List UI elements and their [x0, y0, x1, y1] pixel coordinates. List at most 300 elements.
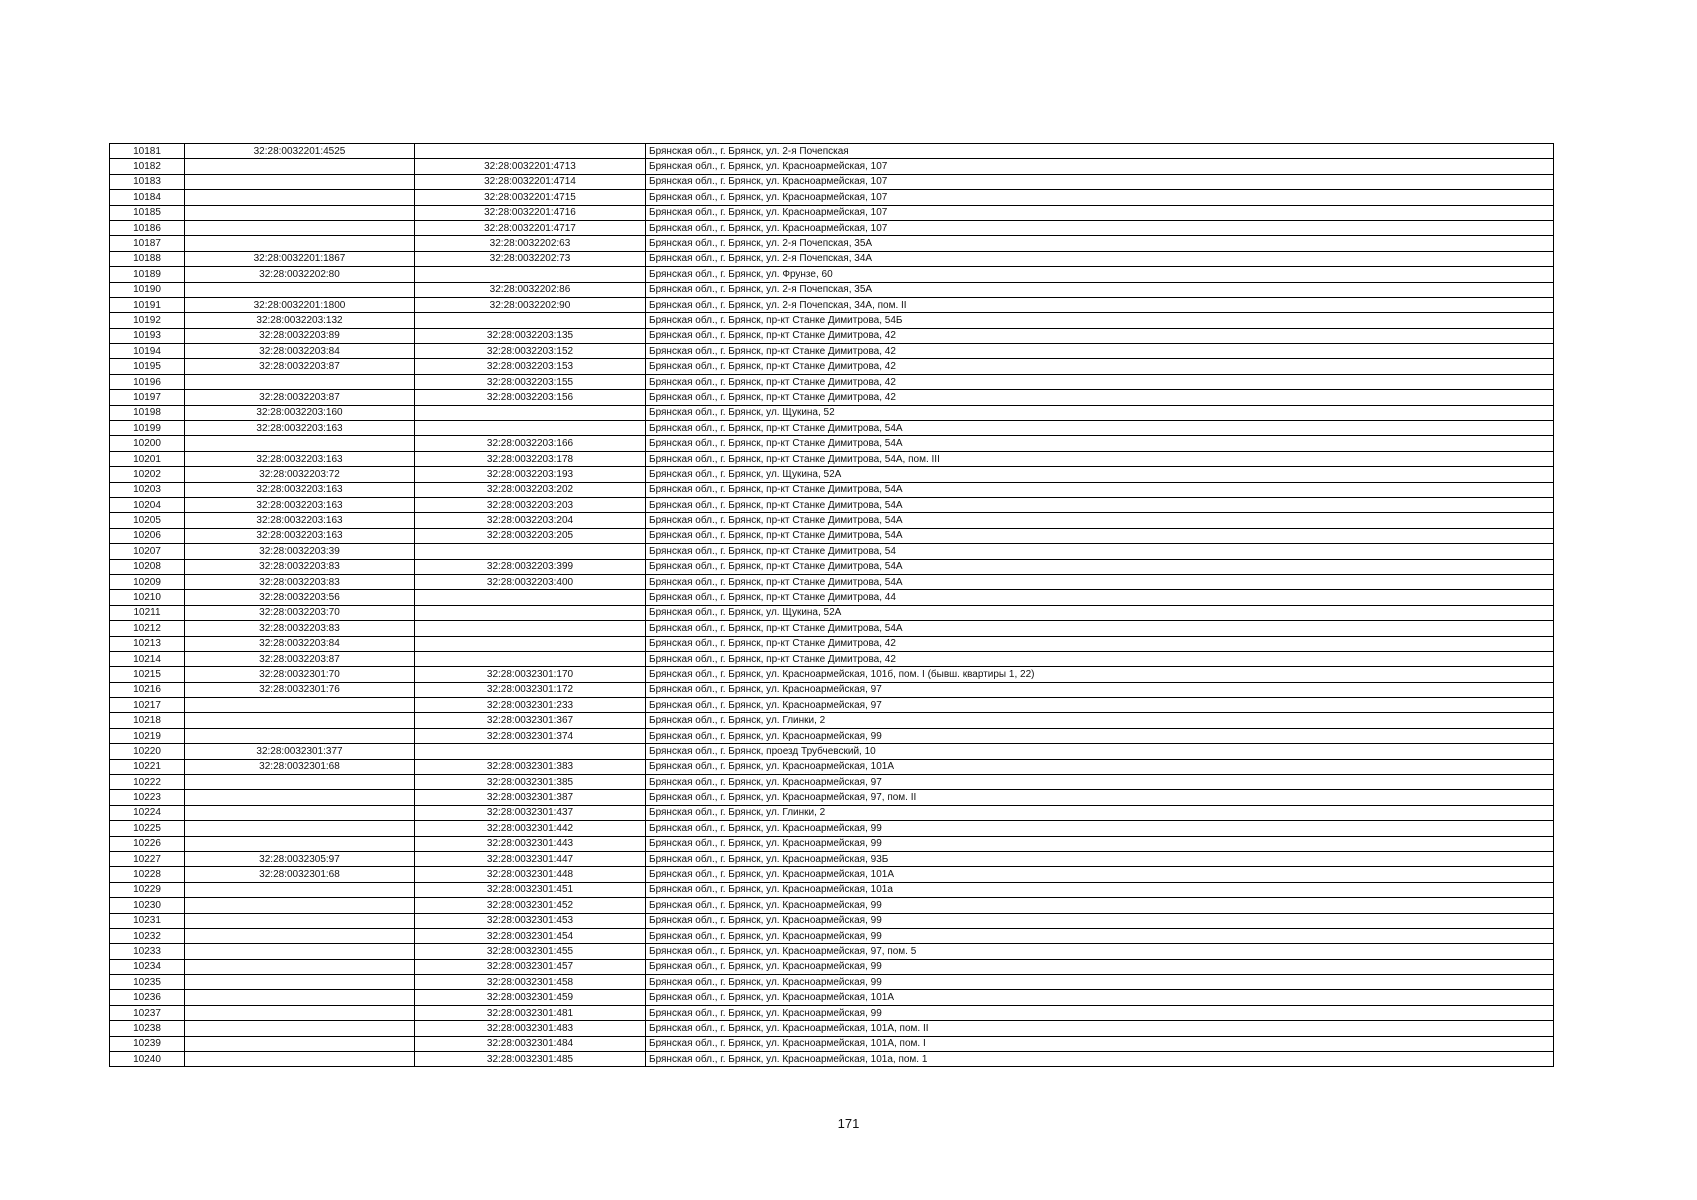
object-cadastral-number-cell — [415, 636, 646, 651]
object-cadastral-number-cell: 32:28:0032301:455 — [415, 944, 646, 959]
row-number-cell: 10194 — [110, 344, 185, 359]
row-number-cell: 10198 — [110, 405, 185, 420]
address-cell: Брянская обл., г. Брянск, ул. Глинки, 2 — [646, 805, 1554, 820]
address-cell: Брянская обл., г. Брянск, ул. Красноармейская, 99 — [646, 913, 1554, 928]
object-cadastral-number-cell: 32:28:0032301:367 — [415, 713, 646, 728]
cadastral-number-cell: 32:28:0032203:163 — [185, 528, 415, 543]
table-row — [110, 559, 1554, 574]
table-row — [110, 205, 1554, 220]
address-cell: Брянская обл., г. Брянск, пр-кт Станке Димитрова, 54А — [646, 513, 1554, 528]
object-cadastral-number-cell — [415, 544, 646, 559]
object-cadastral-number-cell: 32:28:0032301:481 — [415, 1005, 646, 1020]
object-cadastral-number-cell: 32:28:0032301:483 — [415, 1021, 646, 1036]
object-cadastral-number-cell: 32:28:0032201:4714 — [415, 174, 646, 189]
address-cell: Брянская обл., г. Брянск, ул. Красноармейская, 101А — [646, 759, 1554, 774]
object-cadastral-number-cell: 32:28:0032301:457 — [415, 959, 646, 974]
object-cadastral-number-cell: 32:28:0032301:451 — [415, 882, 646, 897]
cadastral-number-cell: 32:28:0032203:132 — [185, 313, 415, 328]
table-row — [110, 159, 1554, 174]
table-row — [110, 482, 1554, 497]
row-number-cell: 10235 — [110, 975, 185, 990]
row-number-cell: 10203 — [110, 482, 185, 497]
table-row — [110, 1052, 1554, 1067]
object-cadastral-number-cell: 32:28:0032201:4717 — [415, 220, 646, 235]
address-cell: Брянская обл., г. Брянск, ул. Красноармейская, 107 — [646, 190, 1554, 205]
object-cadastral-number-cell: 32:28:0032203:153 — [415, 359, 646, 374]
address-cell: Брянская обл., г. Брянск, пр-кт Станке Димитрова, 42 — [646, 328, 1554, 343]
cadastral-number-cell — [185, 190, 415, 205]
table-row — [110, 236, 1554, 251]
table-row — [110, 297, 1554, 312]
cadastral-number-cell — [185, 205, 415, 220]
object-cadastral-number-cell — [415, 405, 646, 420]
table-row — [110, 144, 1554, 159]
cadastral-number-cell: 32:28:0032301:76 — [185, 682, 415, 697]
address-cell: Брянская обл., г. Брянск, ул. Красноармейская, 99 — [646, 959, 1554, 974]
object-cadastral-number-cell: 32:28:0032202:90 — [415, 297, 646, 312]
address-cell: Брянская обл., г. Брянск, пр-кт Станке Димитрова, 54А — [646, 436, 1554, 451]
row-number-cell: 10183 — [110, 174, 185, 189]
cadastral-number-cell — [185, 436, 415, 451]
table-body — [110, 144, 1554, 1067]
table-row — [110, 651, 1554, 666]
address-cell: Брянская обл., г. Брянск, пр-кт Станке Димитрова, 54А — [646, 528, 1554, 543]
table-row — [110, 928, 1554, 943]
table-row — [110, 1036, 1554, 1051]
table-row — [110, 390, 1554, 405]
object-cadastral-number-cell: 32:28:0032301:442 — [415, 821, 646, 836]
address-cell: Брянская обл., г. Брянск, ул. Красноармейская, 97, пом. 5 — [646, 944, 1554, 959]
object-cadastral-number-cell: 32:28:0032201:4716 — [415, 205, 646, 220]
address-cell: Брянская обл., г. Брянск, ул. 2-я Почепская, 34А, пом. II — [646, 297, 1554, 312]
table-row — [110, 867, 1554, 882]
cadastral-number-cell: 32:28:0032203:83 — [185, 559, 415, 574]
object-cadastral-number-cell — [415, 590, 646, 605]
table-row — [110, 220, 1554, 235]
row-number-cell: 10200 — [110, 436, 185, 451]
table-row — [110, 436, 1554, 451]
object-cadastral-number-cell: 32:28:0032203:400 — [415, 574, 646, 589]
row-number-cell: 10233 — [110, 944, 185, 959]
address-cell: Брянская обл., г. Брянск, ул. Красноармейская, 99 — [646, 1005, 1554, 1020]
table-row — [110, 959, 1554, 974]
cadastral-number-cell: 32:28:0032301:70 — [185, 667, 415, 682]
address-cell: Брянская обл., г. Брянск, ул. Красноармейская, 97, пом. II — [646, 790, 1554, 805]
address-cell: Брянская обл., г. Брянск, ул. Красноармейская, 93Б — [646, 851, 1554, 866]
row-number-cell: 10190 — [110, 282, 185, 297]
object-cadastral-number-cell: 32:28:0032203:156 — [415, 390, 646, 405]
address-cell: Брянская обл., г. Брянск, пр-кт Станке Димитрова, 54А, пом. III — [646, 451, 1554, 466]
cadastral-number-cell: 32:28:0032203:160 — [185, 405, 415, 420]
row-number-cell: 10226 — [110, 836, 185, 851]
cadastral-number-cell: 32:28:0032203:84 — [185, 344, 415, 359]
address-cell: Брянская обл., г. Брянск, пр-кт Станке Димитрова, 54А — [646, 559, 1554, 574]
row-number-cell: 10201 — [110, 451, 185, 466]
address-cell: Брянская обл., г. Брянск, ул. 2-я Почепская, 35А — [646, 236, 1554, 251]
address-cell: Брянская обл., г. Брянск, ул. Красноармейская, 101а, пом. 1 — [646, 1052, 1554, 1067]
address-cell: Брянская обл., г. Брянск, ул. Красноармейская, 99 — [646, 836, 1554, 851]
address-cell: Брянская обл., г. Брянск, ул. Красноармейская, 107 — [646, 205, 1554, 220]
address-cell: Брянская обл., г. Брянск, пр-кт Станке Димитрова, 54Б — [646, 313, 1554, 328]
cadastral-number-cell: 32:28:0032203:84 — [185, 636, 415, 651]
object-cadastral-number-cell: 32:28:0032203:202 — [415, 482, 646, 497]
row-number-cell: 10236 — [110, 990, 185, 1005]
cadastral-number-cell — [185, 821, 415, 836]
cadastral-number-cell — [185, 775, 415, 790]
row-number-cell: 10215 — [110, 667, 185, 682]
address-cell: Брянская обл., г. Брянск, пр-кт Станке Димитрова, 44 — [646, 590, 1554, 605]
object-cadastral-number-cell — [415, 651, 646, 666]
address-cell: Брянская обл., г. Брянск, ул. Красноармейская, 97 — [646, 682, 1554, 697]
row-number-cell: 10207 — [110, 544, 185, 559]
row-number-cell: 10223 — [110, 790, 185, 805]
table-row — [110, 528, 1554, 543]
object-cadastral-number-cell: 32:28:0032301:383 — [415, 759, 646, 774]
cadastral-number-cell — [185, 159, 415, 174]
address-cell: Брянская обл., г. Брянск, пр-кт Станке Димитрова, 54А — [646, 497, 1554, 512]
address-cell: Брянская обл., г. Брянск, ул. Щукина, 52А — [646, 467, 1554, 482]
cadastral-number-cell — [185, 975, 415, 990]
table-row — [110, 267, 1554, 282]
row-number-cell: 10204 — [110, 497, 185, 512]
cadastral-number-cell — [185, 1005, 415, 1020]
table-row — [110, 313, 1554, 328]
row-number-cell: 10219 — [110, 728, 185, 743]
cadastral-number-cell — [185, 898, 415, 913]
table-row — [110, 698, 1554, 713]
object-cadastral-number-cell: 32:28:0032301:443 — [415, 836, 646, 851]
table-row — [110, 805, 1554, 820]
table-row — [110, 744, 1554, 759]
cadastral-number-cell: 32:28:0032202:80 — [185, 267, 415, 282]
cadastral-number-cell: 32:28:0032203:83 — [185, 621, 415, 636]
row-number-cell: 10197 — [110, 390, 185, 405]
cadastral-number-cell: 32:28:0032203:163 — [185, 421, 415, 436]
cadastral-number-cell — [185, 790, 415, 805]
row-number-cell: 10208 — [110, 559, 185, 574]
row-number-cell: 10193 — [110, 328, 185, 343]
address-cell: Брянская обл., г. Брянск, пр-кт Станке Димитрова, 42 — [646, 374, 1554, 389]
object-cadastral-number-cell: 32:28:0032202:63 — [415, 236, 646, 251]
table-row — [110, 451, 1554, 466]
cadastral-number-cell: 32:28:0032203:163 — [185, 497, 415, 512]
cadastral-number-cell: 32:28:0032203:163 — [185, 482, 415, 497]
object-cadastral-number-cell — [415, 605, 646, 620]
object-cadastral-number-cell: 32:28:0032202:86 — [415, 282, 646, 297]
address-cell: Брянская обл., г. Брянск, ул. Красноармейская, 99 — [646, 821, 1554, 836]
row-number-cell: 10238 — [110, 1021, 185, 1036]
table-row — [110, 851, 1554, 866]
cadastral-table — [109, 143, 1554, 1067]
table-row — [110, 636, 1554, 651]
table-row — [110, 882, 1554, 897]
cadastral-number-cell: 32:28:0032203:56 — [185, 590, 415, 605]
row-number-cell: 10231 — [110, 913, 185, 928]
address-cell: Брянская обл., г. Брянск, ул. 2-я Почепская, 34А — [646, 251, 1554, 266]
table-row — [110, 282, 1554, 297]
row-number-cell: 10234 — [110, 959, 185, 974]
cadastral-number-cell — [185, 882, 415, 897]
object-cadastral-number-cell — [415, 144, 646, 159]
object-cadastral-number-cell: 32:28:0032203:135 — [415, 328, 646, 343]
cadastral-number-cell — [185, 282, 415, 297]
table-row — [110, 174, 1554, 189]
table-row — [110, 251, 1554, 266]
object-cadastral-number-cell: 32:28:0032203:204 — [415, 513, 646, 528]
cadastral-number-cell — [185, 728, 415, 743]
row-number-cell: 10237 — [110, 1005, 185, 1020]
object-cadastral-number-cell: 32:28:0032301:447 — [415, 851, 646, 866]
row-number-cell: 10195 — [110, 359, 185, 374]
object-cadastral-number-cell — [415, 621, 646, 636]
page-number: 171 — [837, 1116, 860, 1131]
object-cadastral-number-cell — [415, 267, 646, 282]
cadastral-number-cell: 32:28:0032301:68 — [185, 759, 415, 774]
object-cadastral-number-cell — [415, 421, 646, 436]
table-row — [110, 713, 1554, 728]
row-number-cell: 10199 — [110, 421, 185, 436]
cadastral-number-cell: 32:28:0032203:87 — [185, 359, 415, 374]
cadastral-number-cell — [185, 990, 415, 1005]
table-row — [110, 898, 1554, 913]
cadastral-number-cell — [185, 236, 415, 251]
table-row — [110, 190, 1554, 205]
address-cell: Брянская обл., г. Брянск, пр-кт Станке Димитрова, 42 — [646, 359, 1554, 374]
row-number-cell: 10210 — [110, 590, 185, 605]
row-number-cell: 10202 — [110, 467, 185, 482]
address-cell: Брянская обл., г. Брянск, пр-кт Станке Димитрова, 54А — [646, 574, 1554, 589]
table-row — [110, 728, 1554, 743]
row-number-cell: 10217 — [110, 698, 185, 713]
row-number-cell: 10218 — [110, 713, 185, 728]
row-number-cell: 10212 — [110, 621, 185, 636]
table-row — [110, 544, 1554, 559]
table-row — [110, 775, 1554, 790]
address-cell: Брянская обл., г. Брянск, пр-кт Станке Димитрова, 42 — [646, 390, 1554, 405]
cadastral-number-cell — [185, 1036, 415, 1051]
row-number-cell: 10211 — [110, 605, 185, 620]
table-row — [110, 759, 1554, 774]
object-cadastral-number-cell: 32:28:0032203:178 — [415, 451, 646, 466]
object-cadastral-number-cell: 32:28:0032203:193 — [415, 467, 646, 482]
address-cell: Брянская обл., г. Брянск, ул. Красноармейская, 99 — [646, 898, 1554, 913]
row-number-cell: 10191 — [110, 297, 185, 312]
object-cadastral-number-cell: 32:28:0032301:459 — [415, 990, 646, 1005]
object-cadastral-number-cell: 32:28:0032203:203 — [415, 497, 646, 512]
address-cell: Брянская обл., г. Брянск, пр-кт Станке Димитрова, 54А — [646, 482, 1554, 497]
address-cell: Брянская обл., г. Брянск, пр-кт Станке Димитрова, 42 — [646, 344, 1554, 359]
cadastral-number-cell — [185, 959, 415, 974]
address-cell: Брянская обл., г. Брянск, ул. Красноармейская, 101А — [646, 990, 1554, 1005]
cadastral-number-cell — [185, 713, 415, 728]
cadastral-number-cell: 32:28:0032305:97 — [185, 851, 415, 866]
row-number-cell: 10188 — [110, 251, 185, 266]
address-cell: Брянская обл., г. Брянск, ул. Щукина, 52 — [646, 405, 1554, 420]
address-cell: Брянская обл., г. Брянск, пр-кт Станке Димитрова, 54А — [646, 421, 1554, 436]
row-number-cell: 10186 — [110, 220, 185, 235]
table-row — [110, 497, 1554, 512]
address-cell: Брянская обл., г. Брянск, ул. Красноармейская, 101А — [646, 867, 1554, 882]
row-number-cell: 10227 — [110, 851, 185, 866]
address-cell: Брянская обл., г. Брянск, ул. Красноармейская, 101А, пом. I — [646, 1036, 1554, 1051]
address-cell: Брянская обл., г. Брянск, ул. 2-я Почепская — [646, 144, 1554, 159]
object-cadastral-number-cell: 32:28:0032301:448 — [415, 867, 646, 882]
row-number-cell: 10182 — [110, 159, 185, 174]
cadastral-number-cell — [185, 1021, 415, 1036]
table-row — [110, 421, 1554, 436]
cadastral-number-cell — [185, 174, 415, 189]
cadastral-number-cell: 32:28:0032203:39 — [185, 544, 415, 559]
object-cadastral-number-cell: 32:28:0032301:454 — [415, 928, 646, 943]
object-cadastral-number-cell: 32:28:0032301:458 — [415, 975, 646, 990]
cadastral-number-cell: 32:28:0032203:72 — [185, 467, 415, 482]
table-row — [110, 913, 1554, 928]
object-cadastral-number-cell: 32:28:0032301:485 — [415, 1052, 646, 1067]
row-number-cell: 10184 — [110, 190, 185, 205]
table-row — [110, 1021, 1554, 1036]
table-row — [110, 605, 1554, 620]
row-number-cell: 10225 — [110, 821, 185, 836]
object-cadastral-number-cell: 32:28:0032301:453 — [415, 913, 646, 928]
row-number-cell: 10222 — [110, 775, 185, 790]
object-cadastral-number-cell: 32:28:0032203:399 — [415, 559, 646, 574]
row-number-cell: 10229 — [110, 882, 185, 897]
object-cadastral-number-cell: 32:28:0032301:170 — [415, 667, 646, 682]
object-cadastral-number-cell: 32:28:0032203:155 — [415, 374, 646, 389]
object-cadastral-number-cell: 32:28:0032203:152 — [415, 344, 646, 359]
cadastral-number-cell: 32:28:0032203:163 — [185, 513, 415, 528]
cadastral-number-cell: 32:28:0032203:83 — [185, 574, 415, 589]
table-row — [110, 975, 1554, 990]
object-cadastral-number-cell: 32:28:0032201:4715 — [415, 190, 646, 205]
table-row — [110, 667, 1554, 682]
object-cadastral-number-cell: 32:28:0032201:4713 — [415, 159, 646, 174]
object-cadastral-number-cell — [415, 313, 646, 328]
object-cadastral-number-cell: 32:28:0032301:387 — [415, 790, 646, 805]
table-row — [110, 821, 1554, 836]
cadastral-number-cell: 32:28:0032203:70 — [185, 605, 415, 620]
cadastral-number-cell — [185, 928, 415, 943]
table-row — [110, 621, 1554, 636]
table-row — [110, 682, 1554, 697]
address-cell: Брянская обл., г. Брянск, пр-кт Станке Димитрова, 54А — [646, 621, 1554, 636]
object-cadastral-number-cell: 32:28:0032301:172 — [415, 682, 646, 697]
table-row — [110, 590, 1554, 605]
address-cell: Брянская обл., г. Брянск, пр-кт Станке Димитрова, 42 — [646, 636, 1554, 651]
row-number-cell: 10189 — [110, 267, 185, 282]
object-cadastral-number-cell: 32:28:0032203:166 — [415, 436, 646, 451]
row-number-cell: 10187 — [110, 236, 185, 251]
cadastral-number-cell — [185, 836, 415, 851]
cadastral-number-cell — [185, 944, 415, 959]
row-number-cell: 10213 — [110, 636, 185, 651]
address-cell: Брянская обл., г. Брянск, проезд Трубчевский, 10 — [646, 744, 1554, 759]
table-row — [110, 944, 1554, 959]
object-cadastral-number-cell: 32:28:0032203:205 — [415, 528, 646, 543]
cadastral-number-cell — [185, 220, 415, 235]
row-number-cell: 10196 — [110, 374, 185, 389]
row-number-cell: 10209 — [110, 574, 185, 589]
address-cell: Брянская обл., г. Брянск, ул. Красноармейская, 101а — [646, 882, 1554, 897]
cadastral-number-cell: 32:28:0032201:4525 — [185, 144, 415, 159]
cadastral-number-cell: 32:28:0032201:1800 — [185, 297, 415, 312]
object-cadastral-number-cell: 32:28:0032301:374 — [415, 728, 646, 743]
table-row — [110, 328, 1554, 343]
cadastral-number-cell — [185, 1052, 415, 1067]
address-cell: Брянская обл., г. Брянск, ул. Красноармейская, 99 — [646, 928, 1554, 943]
table-row — [110, 990, 1554, 1005]
table-row — [110, 405, 1554, 420]
row-number-cell: 10216 — [110, 682, 185, 697]
object-cadastral-number-cell: 32:28:0032301:452 — [415, 898, 646, 913]
row-number-cell: 10192 — [110, 313, 185, 328]
address-cell: Брянская обл., г. Брянск, ул. Красноармейская, 107 — [646, 159, 1554, 174]
cadastral-number-cell: 32:28:0032203:87 — [185, 651, 415, 666]
row-number-cell: 10228 — [110, 867, 185, 882]
cadastral-number-cell: 32:28:0032301:68 — [185, 867, 415, 882]
object-cadastral-number-cell: 32:28:0032301:437 — [415, 805, 646, 820]
address-cell: Брянская обл., г. Брянск, ул. Красноармейская, 97 — [646, 775, 1554, 790]
cadastral-number-cell — [185, 805, 415, 820]
cadastral-number-cell — [185, 913, 415, 928]
cadastral-number-cell: 32:28:0032203:163 — [185, 451, 415, 466]
address-cell: Брянская обл., г. Брянск, ул. Щукина, 52А — [646, 605, 1554, 620]
row-number-cell: 10185 — [110, 205, 185, 220]
table-row — [110, 374, 1554, 389]
address-cell: Брянская обл., г. Брянск, ул. Красноармейская, 99 — [646, 975, 1554, 990]
row-number-cell: 10239 — [110, 1036, 185, 1051]
address-cell: Брянская обл., г. Брянск, пр-кт Станке Димитрова, 42 — [646, 651, 1554, 666]
table-row — [110, 344, 1554, 359]
address-cell: Брянская обл., г. Брянск, ул. Красноармейская, 107 — [646, 174, 1554, 189]
row-number-cell: 10220 — [110, 744, 185, 759]
cadastral-number-cell: 32:28:0032301:377 — [185, 744, 415, 759]
row-number-cell: 10221 — [110, 759, 185, 774]
table-row — [110, 467, 1554, 482]
table-row — [110, 359, 1554, 374]
row-number-cell: 10232 — [110, 928, 185, 943]
cadastral-number-cell — [185, 698, 415, 713]
row-number-cell: 10230 — [110, 898, 185, 913]
table-row — [110, 836, 1554, 851]
cadastral-number-cell: 32:28:0032203:89 — [185, 328, 415, 343]
address-cell: Брянская обл., г. Брянск, пр-кт Станке Димитрова, 54 — [646, 544, 1554, 559]
object-cadastral-number-cell: 32:28:0032301:385 — [415, 775, 646, 790]
row-number-cell: 10206 — [110, 528, 185, 543]
address-cell: Брянская обл., г. Брянск, ул. Красноармейская, 97 — [646, 698, 1554, 713]
row-number-cell: 10205 — [110, 513, 185, 528]
address-cell: Брянская обл., г. Брянск, ул. Красноармейская, 99 — [646, 728, 1554, 743]
address-cell: Брянская обл., г. Брянск, ул. Глинки, 2 — [646, 713, 1554, 728]
address-cell: Брянская обл., г. Брянск, ул. Красноармейская, 101б, пом. I (бывш. квартиры 1, 22) — [646, 667, 1554, 682]
address-cell: Брянская обл., г. Брянск, ул. Красноармейская, 101А, пом. II — [646, 1021, 1554, 1036]
address-cell: Брянская обл., г. Брянск, ул. Красноармейская, 107 — [646, 220, 1554, 235]
table-row — [110, 790, 1554, 805]
cadastral-number-cell — [185, 374, 415, 389]
cadastral-number-cell: 32:28:0032201:1867 — [185, 251, 415, 266]
row-number-cell: 10181 — [110, 144, 185, 159]
row-number-cell: 10214 — [110, 651, 185, 666]
table-row — [110, 513, 1554, 528]
table-row — [110, 1005, 1554, 1020]
object-cadastral-number-cell: 32:28:0032202:73 — [415, 251, 646, 266]
table-row — [110, 574, 1554, 589]
address-cell: Брянская обл., г. Брянск, ул. Фрунзе, 60 — [646, 267, 1554, 282]
row-number-cell: 10240 — [110, 1052, 185, 1067]
object-cadastral-number-cell — [415, 744, 646, 759]
address-cell: Брянская обл., г. Брянск, ул. 2-я Почепская, 35А — [646, 282, 1554, 297]
row-number-cell: 10224 — [110, 805, 185, 820]
